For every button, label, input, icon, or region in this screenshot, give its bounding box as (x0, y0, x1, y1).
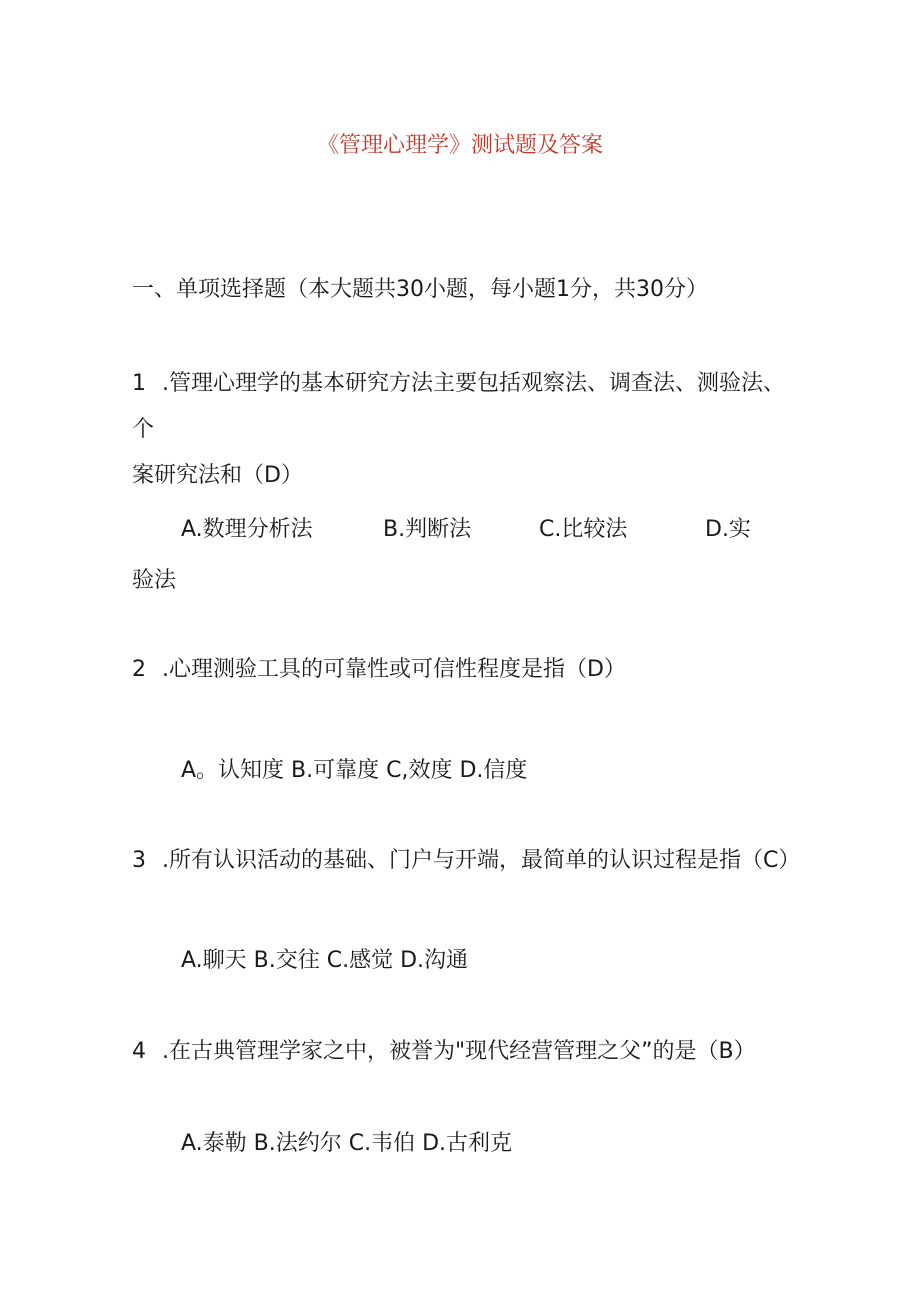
question-2-options: A。认知度 B.可靠度 C,效度 D.信度 (181, 758, 528, 783)
document-title: 《管理心理学》测试题及答案 (316, 133, 603, 158)
section-heading: 一、单项选择题（本大题共30小题，每小题1分，共30分） (132, 277, 708, 302)
question-1-options-tail: 验法 (132, 568, 177, 593)
question-1-line2: 案研究法和（D） (132, 463, 303, 488)
question-number: 1 (132, 371, 146, 396)
option-c: C.比较法 (539, 517, 628, 542)
question-2 (132, 647, 802, 693)
question-1 (132, 361, 802, 499)
option-a: A.数理分析法 (181, 517, 313, 542)
question-1-line1 (132, 361, 802, 453)
question-2-text: .心理测验工具的可靠性或可信性程度是指（D） (162, 657, 626, 682)
question-1-text: .管理心理学的基本研究方法主要包括观察法、调查法、测验法、个 (132, 371, 785, 442)
question-4-options: A.泰勒 B.法约尔 C.韦伯 D.古利克 (181, 1131, 513, 1156)
question-4-text: .在古典管理学家之中，被誉为"现代经营管理之父”的是（B） (162, 1039, 756, 1064)
question-3 (132, 838, 802, 884)
question-number: 3 (132, 848, 146, 873)
question-3-text: .所有认识活动的基础、门户与开端，最简单的认识过程是指（C） (162, 848, 801, 873)
option-d: D.实 (705, 517, 751, 542)
option-b: B.判断法 (383, 517, 472, 542)
question-number: 4 (132, 1039, 146, 1064)
question-number: 2 (132, 657, 146, 682)
question-4 (132, 1029, 802, 1075)
question-3-options: A.聊天 B.交往 C.感觉 D.沟通 (181, 948, 469, 973)
